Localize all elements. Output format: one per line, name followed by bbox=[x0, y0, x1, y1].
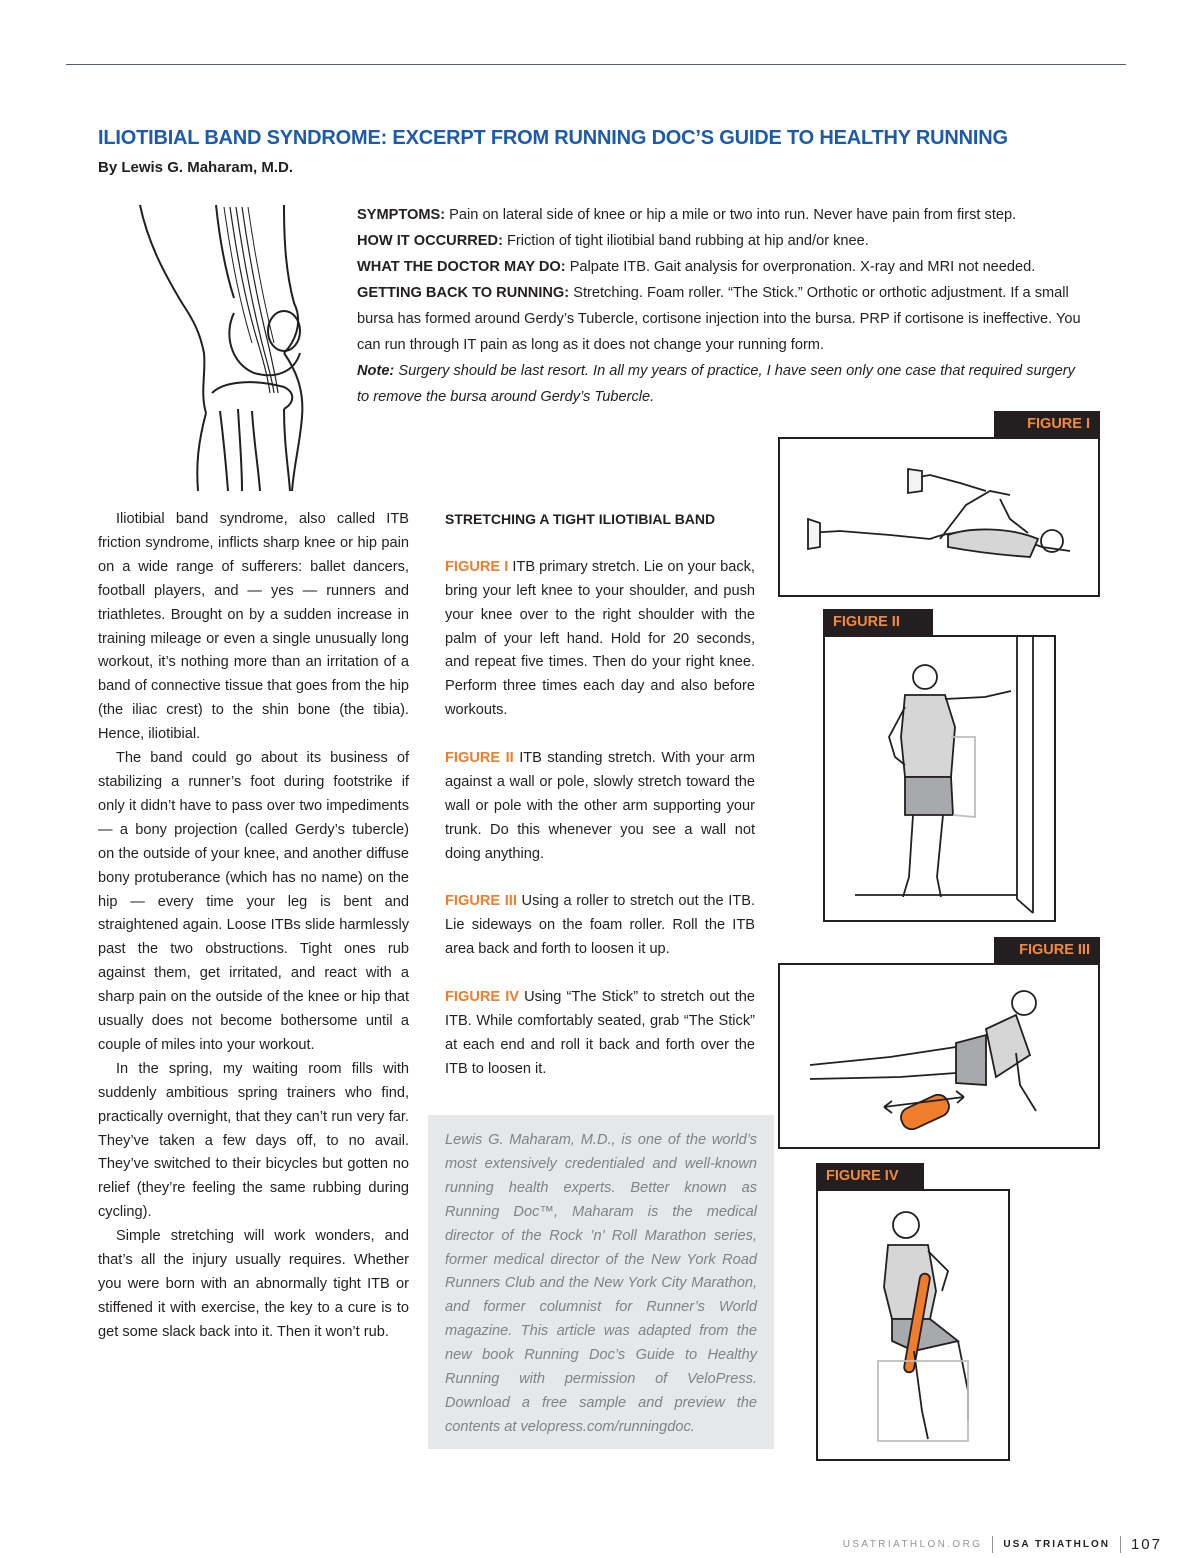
figure-2-shirt bbox=[901, 695, 955, 777]
symptoms-summary bbox=[357, 202, 1085, 410]
figure-2-wall-edge bbox=[1017, 637, 1033, 913]
figure-2-shorts bbox=[905, 777, 953, 815]
figure-4-label: FIGURE IV bbox=[445, 989, 520, 1006]
figure-2-head bbox=[913, 665, 937, 689]
footer-separator bbox=[1120, 1536, 1121, 1553]
figure-4-text: Using “The Stick” to stretch out the ITB. While comfortably seated, grab “The Stick” at each end and roll it back and forth over the ITB to loosen it. bbox=[445, 989, 755, 1077]
figure-2-left-leg bbox=[903, 815, 913, 897]
figure-2-right-leg bbox=[937, 815, 943, 897]
footer-site: USATRIATHLON.ORG bbox=[842, 1539, 983, 1550]
figure-2-frame bbox=[823, 635, 1056, 922]
figure-1-shoe-left bbox=[808, 519, 820, 549]
figure-4-right-leg bbox=[958, 1341, 968, 1421]
back-to-running-label: GETTING BACK TO RUNNING: bbox=[357, 285, 570, 301]
article-byline: By Lewis G. Maharam, M.D. bbox=[98, 159, 294, 176]
tibia-head bbox=[212, 382, 292, 409]
figure-1-shoe-right bbox=[908, 469, 922, 493]
body-paragraph-4: Simple stretching will work wonders, and that’s all the injury usually requires. Whether you were born with an abnormally tight ITB or stiffened it with exercise, the key to a cure is to get some slack back into it. Then it won’t rub. bbox=[98, 1228, 409, 1340]
figure-2-illustration bbox=[825, 637, 1054, 920]
figure-3-foam-roller bbox=[898, 1091, 953, 1132]
fibula-front bbox=[238, 409, 242, 491]
body-column bbox=[98, 508, 409, 1345]
figure-1-illustration bbox=[780, 439, 1098, 595]
tibia-front bbox=[284, 409, 290, 491]
figure-1-description bbox=[445, 556, 755, 723]
doctor-text: Palpate ITB. Gait analysis for overpronation. X-ray and MRI not needed. bbox=[565, 259, 1036, 275]
knee-anatomy-illustration bbox=[134, 203, 330, 491]
stretching-heading: STRETCHING A TIGHT ILIOTIBIAL BAND bbox=[445, 511, 716, 527]
figure-2-tag: FIGURE II bbox=[823, 609, 933, 635]
figure-3-illustration bbox=[780, 965, 1098, 1147]
figure-1-text: ITB primary stretch. Lie on your back, bring your left knee to your shoulder, and push your knee over to the right shoulder with the palm of your left hand. Hold for 20 seconds, and repeat five times. Then do your right knee. Perform three times each day and also before workouts. bbox=[445, 558, 755, 719]
note-text: Surgery should be last resort. In all my years of practice, I have seen only one case that required surgery to remove the bursa around Gerdy’s Tubercle. bbox=[357, 363, 1075, 405]
thigh-outline-back bbox=[140, 205, 206, 413]
figure-3-head bbox=[1012, 991, 1036, 1015]
fibula-back bbox=[220, 411, 228, 491]
figure-2-raised-arm bbox=[945, 691, 1011, 699]
figure-1-label: FIGURE I bbox=[445, 558, 509, 575]
doctor-line bbox=[357, 254, 1085, 280]
occurred-text: Friction of tight iliotibial band rubbing at hip and/or knee. bbox=[502, 233, 869, 249]
figure-3-upper-leg bbox=[810, 1047, 956, 1065]
figure-3-lower-leg bbox=[810, 1073, 956, 1079]
figure-2-description bbox=[445, 747, 755, 867]
top-rule bbox=[66, 64, 1126, 65]
calf-outline bbox=[197, 413, 206, 491]
page-footer bbox=[843, 1536, 1162, 1553]
figure-3-description bbox=[445, 890, 755, 962]
note-label: Note: bbox=[357, 363, 395, 379]
figure-1-shirt bbox=[948, 529, 1038, 557]
body-paragraph-2: The band could go about its business of stabilizing a runner’s foot during footstrike if only it didn’t have to pass over two impediments — a bony projection (called Gerdy’s tubercle) on the outside of your knee, and another diffuse bony protuberance (which has no name) on the hip — every time your leg is bent and straightened again. Loose ITBs slide harmlessly past the two obstructions. Tight ones rub against them, get irritated, and react with a sharp pain on the outside of the knee or hip that usually does not become bothersome until a couple of miles into your workout. bbox=[98, 750, 409, 1053]
figure-2-text: ITB standing stretch. With your arm against a wall or pole, slowly stretch toward the wall or pole with the other arm supporting your trunk. Do this whenever you see a wall not doing anything. bbox=[445, 750, 755, 862]
figure-3-shorts bbox=[956, 1035, 986, 1085]
occurred-label: HOW IT OCCURRED: bbox=[357, 233, 503, 249]
figure-1-frame bbox=[778, 437, 1100, 597]
body-paragraph-1: Iliotibial band syndrome, also called ITB friction syndrome, inflicts sharp knee or hip pain on a wide range of sufferers: ballet dancers, football players, and — yes — runners and triathletes. Brought on by a sudden increase in training mileage or even a single unusually long workout, it’s nothing more than an irritation of a band of connective tissue that goes from the hip (the iliac crest) to the shin bone (the tibia). Hence, iliotibial. bbox=[98, 511, 409, 743]
figure-3-shirt bbox=[986, 1015, 1030, 1077]
figure-1-arm bbox=[1000, 499, 1028, 533]
symptoms-line bbox=[357, 202, 1085, 228]
itb-band-3 bbox=[242, 207, 278, 393]
body-paragraph-3: In the spring, my waiting room fills with suddenly ambitious spring trainers who find, practically overnight, that they can’t run very far. They’ve taken a few days off, to no avail. They’ve switched to their bicycles but gotten no relief (they’re feeling the same rubbing during cycling). bbox=[98, 1060, 409, 1221]
symptoms-text: Pain on lateral side of knee or hip a mile or two into run. Never have pain from first step. bbox=[445, 207, 1017, 223]
figure-2-label: FIGURE II bbox=[445, 750, 514, 767]
kneecap bbox=[268, 311, 300, 351]
figure-4-frame bbox=[816, 1189, 1010, 1461]
figure-2-shadow bbox=[951, 737, 975, 817]
thigh-outline-front bbox=[284, 205, 298, 353]
figure-4-tag: FIGURE IV bbox=[816, 1163, 924, 1189]
figure-1-extended-leg bbox=[808, 531, 930, 539]
back-to-running-line bbox=[357, 280, 1085, 358]
back-to-running-text: Stretching. Foam roller. “The Stick.” Orthotic or orthotic adjustment. If a small bursa has formed around Gerdy’s Tubercle, cortisone injection into the bursa. PRP if cortisone is ineffective. You can run through IT pain as long as it does not change your running form. bbox=[357, 285, 1081, 353]
figure-3-frame bbox=[778, 963, 1100, 1149]
figure-4-shorts bbox=[892, 1319, 958, 1351]
figure-4-description bbox=[445, 986, 755, 1082]
figure-4-left-leg bbox=[914, 1351, 928, 1439]
stretching-column bbox=[445, 508, 755, 1106]
figure-1-tag: FIGURE I bbox=[994, 411, 1100, 437]
author-bio: Lewis G. Maharam, M.D., is one of the world’s most extensively credentialed and well-known running health experts. Better known as Running Doc™, Maharam is the medical director of the Rock ’n’ Roll Marathon series, former medical director of the New York Road Runners Club and the New York City Marathon, and former columnist for Runner’s World magazine. This article was adapted from the new book Running Doc’s Guide to Healthy Running with permission of VeloPress. Download a free sample and preview the contents at velopress.com/runningdoc. bbox=[445, 1132, 757, 1435]
figure-3-text: Using a roller to stretch out the ITB. Lie sideways on the foam roller. Roll the ITB area back and forth to loosen it up. bbox=[445, 893, 755, 958]
note-line bbox=[357, 358, 1085, 410]
symptoms-label: SYMPTOMS: bbox=[357, 207, 446, 223]
figure-3-label: FIGURE III bbox=[445, 893, 517, 910]
page-number: 107 bbox=[1130, 1536, 1162, 1553]
figure-4-head bbox=[893, 1212, 919, 1238]
doctor-label: WHAT THE DOCTOR MAY DO: bbox=[357, 259, 566, 275]
footer-magazine: USA TRIATHLON bbox=[1003, 1539, 1110, 1550]
figure-3-tag: FIGURE III bbox=[994, 937, 1100, 963]
figure-4-illustration bbox=[818, 1191, 1008, 1459]
footer-separator bbox=[992, 1536, 993, 1553]
tibia-back bbox=[252, 411, 260, 491]
figure-4-stool bbox=[878, 1361, 968, 1441]
article-title: ILIOTIBIAL BAND SYNDROME: EXCERPT FROM RUNNING DOC’S GUIDE TO HEALTHY RUNNING bbox=[98, 127, 1008, 149]
occurred-line bbox=[357, 228, 1085, 254]
author-bio-box bbox=[428, 1115, 774, 1449]
shin-outline bbox=[284, 353, 302, 491]
